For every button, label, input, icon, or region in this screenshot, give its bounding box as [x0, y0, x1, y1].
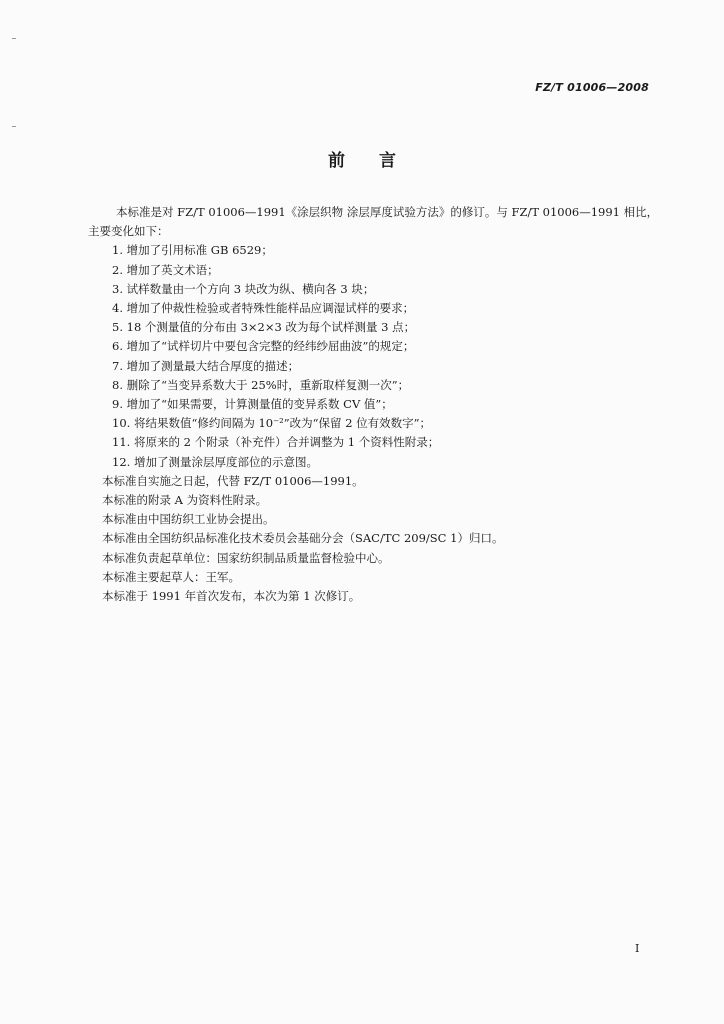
page-title: 前言	[328, 151, 430, 171]
change-item: 1. 增加了引用标准 GB 6529；	[112, 243, 273, 258]
statement-paragraph: 本标准由全国纺织品标准化技术委员会基础分会（SAC/TC 209/SC 1）归口。	[102, 531, 504, 546]
change-item: 12. 增加了测量涂层厚度部位的示意图。	[112, 454, 318, 469]
scan-mark	[12, 126, 16, 127]
foreword-body	[88, 203, 660, 606]
statement-paragraph: 本标准的附录 A 为资料性附录。	[102, 493, 268, 508]
change-item: 3. 试样数量由一个方向 3 块改为纵、横向各 3 块；	[112, 281, 375, 296]
page-number: I	[635, 942, 640, 955]
statement-paragraph: 本标准主要起草人：王军。	[102, 569, 240, 584]
intro-paragraph: 本标准是对 FZ/T 01006—1991《涂层织物 涂层厚度试验方法》的修订。与 FZ/T 01006—1991 相比，主要变化如下：	[88, 205, 659, 239]
change-item: 6. 增加了“试样切片中要包含完整的经纬纱屈曲波”的规定；	[112, 339, 415, 354]
change-item: 2. 增加了英文术语；	[112, 262, 219, 277]
statement-paragraph: 本标准自实施之日起，代替 FZ/T 01006—1991。	[102, 473, 364, 488]
scan-mark	[12, 38, 16, 39]
change-item: 11. 将原来的 2 个附录（补充件）合并调整为 1 个资料性附录；	[112, 435, 440, 450]
change-item: 10. 将结果数值“修约间隔为 10⁻²”改为“保留 2 位有效数字”；	[112, 416, 432, 431]
statement-paragraph: 本标准于 1991 年首次发布，本次为第 1 次修订。	[102, 589, 361, 604]
change-item: 9. 增加了“如果需要，计算测量值的变异系数 CV 值”；	[112, 397, 393, 412]
change-item: 7. 增加了测量最大结合厚度的描述；	[112, 358, 300, 373]
statement-paragraph: 本标准负责起草单位：国家纺织制品质量监督检验中心。	[102, 550, 390, 565]
statement-paragraph: 本标准由中国纺织工业协会提出。	[102, 512, 275, 527]
document-number: FZ/T 01006—2008	[535, 81, 649, 94]
change-item: 8. 删除了“当变异系数大于 25%时，重新取样复测一次”；	[112, 377, 410, 392]
change-item: 5. 18 个测量值的分布由 3×2×3 改为每个试样测量 3 点；	[112, 320, 416, 335]
change-item: 4. 增加了仲裁性检验或者特殊性能样品应调湿试样的要求；	[112, 301, 415, 316]
